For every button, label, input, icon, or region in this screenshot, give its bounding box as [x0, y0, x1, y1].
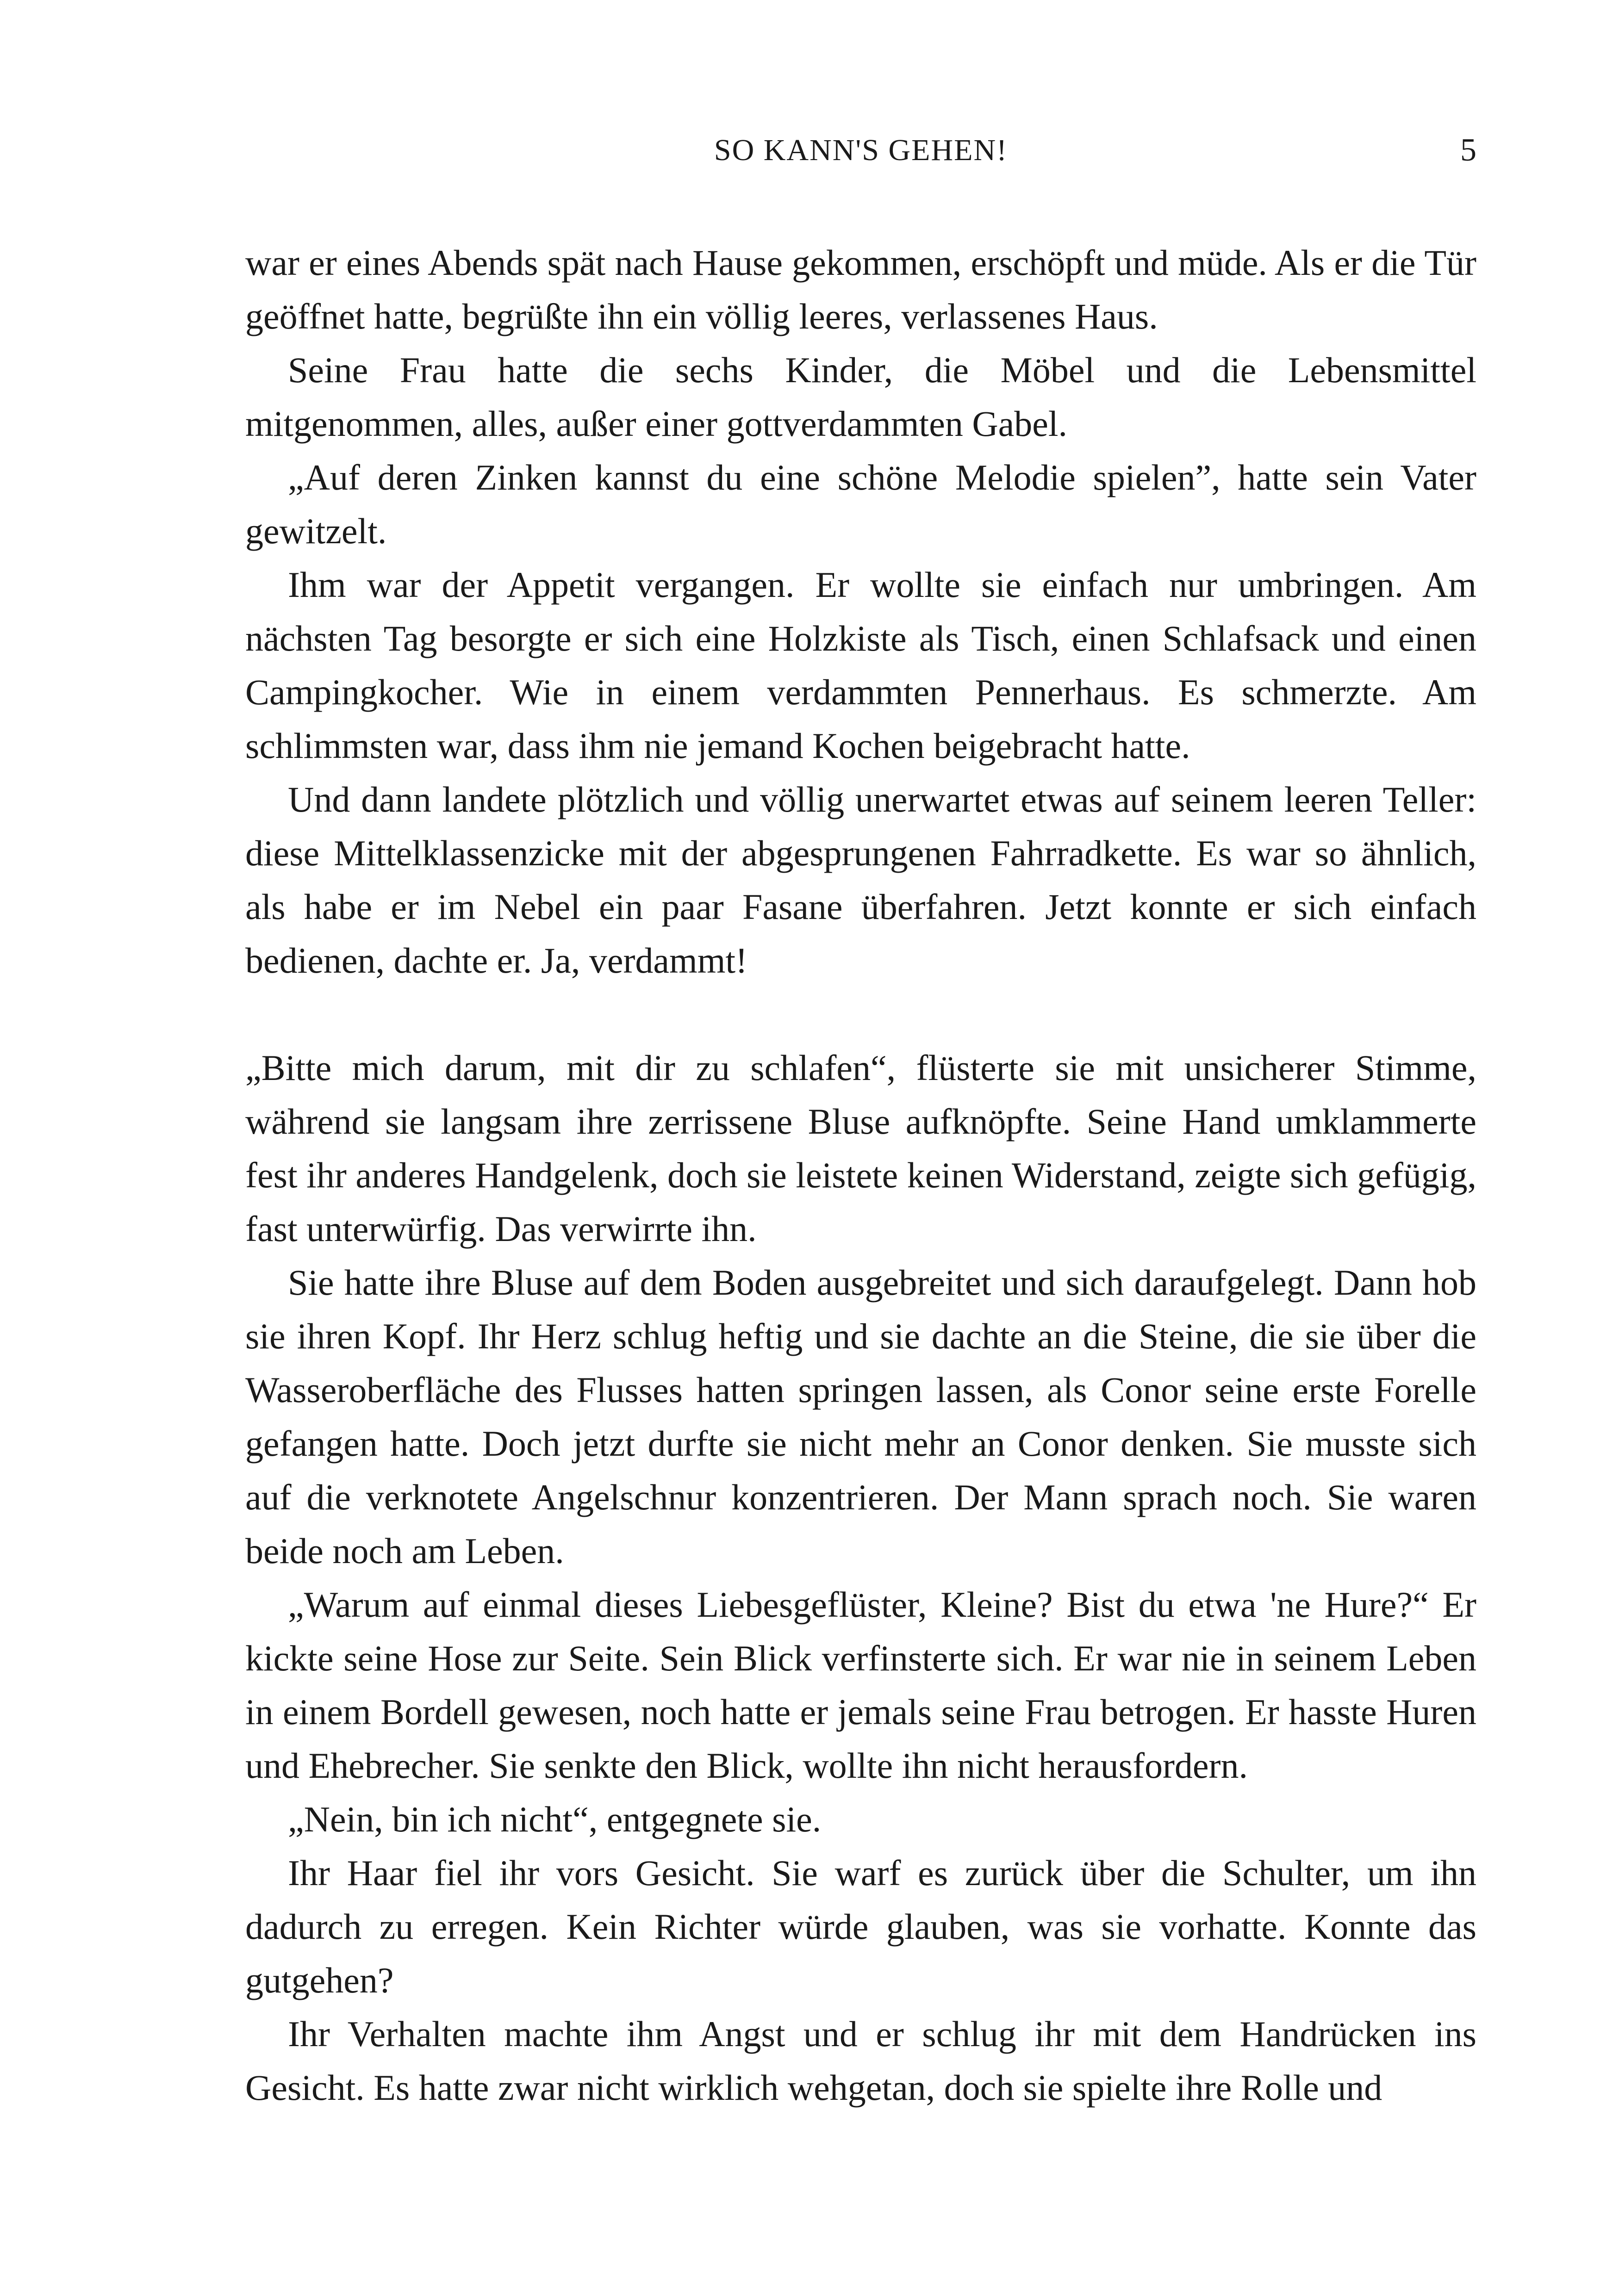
paragraph: „Auf deren Zinken kannst du eine schöne Melodie spielen”, hatte sein Vater gewitzelt.: [245, 457, 1476, 551]
paragraph: „Nein, bin ich nicht“, entgegnete sie.: [288, 1799, 822, 1839]
paragraph: Ihm war der Appetit vergangen. Er wollte sie einfach nur umbringen. Am nächsten Tag besorgte er sich eine Holzkiste als Tisch, einen Schlafsack und einen Campingkocher. Wie in einem verdammten Pennerhaus. Es schmerzte. Am schlimmsten war, dass ihm nie jemand Kochen beigebracht hatte.: [245, 565, 1476, 766]
paragraph: Und dann landete plötzlich und völlig unerwartet etwas auf seinem leeren Teller: diese Mittelklassenzicke mit der abgesprungenen Fahrradkette. Es war so ähnlich, als habe er im Nebel ein paar Fasane überfahren. Jetzt konnte er sich einfach bedienen, dachte er. Ja, verdammt!: [245, 779, 1476, 980]
paragraph: war er eines Abends spät nach Hause gekommen, erschöpft und müde. Als er die Tür geöffnet hatte, begrüßte ihn ein völlig leeres, verlassenes Haus.: [245, 242, 1476, 336]
text-section-2: [245, 1041, 1476, 2115]
body-text: [245, 236, 1476, 2115]
paragraph: „Warum auf einmal dieses Liebesgeflüster, Kleine? Bist du etwa 'ne Hure?“ Er kickte seine Hose zur Seite. Sein Blick verfinsterte sich. Er war nie in seinem Leben in einem Bordell gewesen, noch hatte er jemals seine Frau betrogen. Er hasste Huren und Ehebrecher. Sie senkte den Blick, wollte ihn nicht herausfordern.: [245, 1584, 1476, 1786]
paragraph: Ihr Haar fiel ihr vors Gesicht. Sie warf es zurück über die Schulter, um ihn dadurch zu erregen. Kein Richter würde glauben, was sie vorhatte. Konnte das gutgehen?: [245, 1853, 1476, 2000]
page-number: 5: [1460, 132, 1476, 168]
text-section-1: [245, 236, 1476, 987]
running-head: [245, 125, 1476, 176]
paragraph: Seine Frau hatte die sechs Kinder, die Möbel und die Lebensmittel mitgenommen, alles, außer einer gottverdammten Gabel.: [245, 350, 1476, 444]
paragraph: Sie hatte ihre Bluse auf dem Boden ausgebreitet und sich daraufgelegt. Dann hob sie ihren Kopf. Ihr Herz schlug heftig und sie dachte an die Steine, die sie über die Wasseroberfläche des Flusses hatten springen lassen, als Conor seine erste Forelle gefangen hatte. Doch jetzt durfte sie nicht mehr an Conor denken. Sie musste sich auf die verknotete Angelschnur konzentrieren. Der Mann sprach noch. Sie waren beide noch am Leben.: [245, 1262, 1476, 1571]
paragraph: „Bitte mich darum, mit dir zu schlafen“, flüsterte sie mit unsicherer Stimme, während sie langsam ihre zerrissene Bluse aufknöpfte. Seine Hand umklammerte fest ihr anderes Handgelenk, doch sie leistete keinen Widerstand, zeigte sich gefügig, fast unterwürfig. Das verwirrte ihn.: [245, 1048, 1476, 1249]
running-title: SO KANN'S GEHEN!: [714, 133, 1008, 167]
paragraph: Ihr Verhalten machte ihm Angst und er schlug ihr mit dem Handrücken ins Gesicht. Es hatte zwar nicht wirklich wehgetan, doch sie spielte ihre Rolle und: [245, 2014, 1476, 2108]
